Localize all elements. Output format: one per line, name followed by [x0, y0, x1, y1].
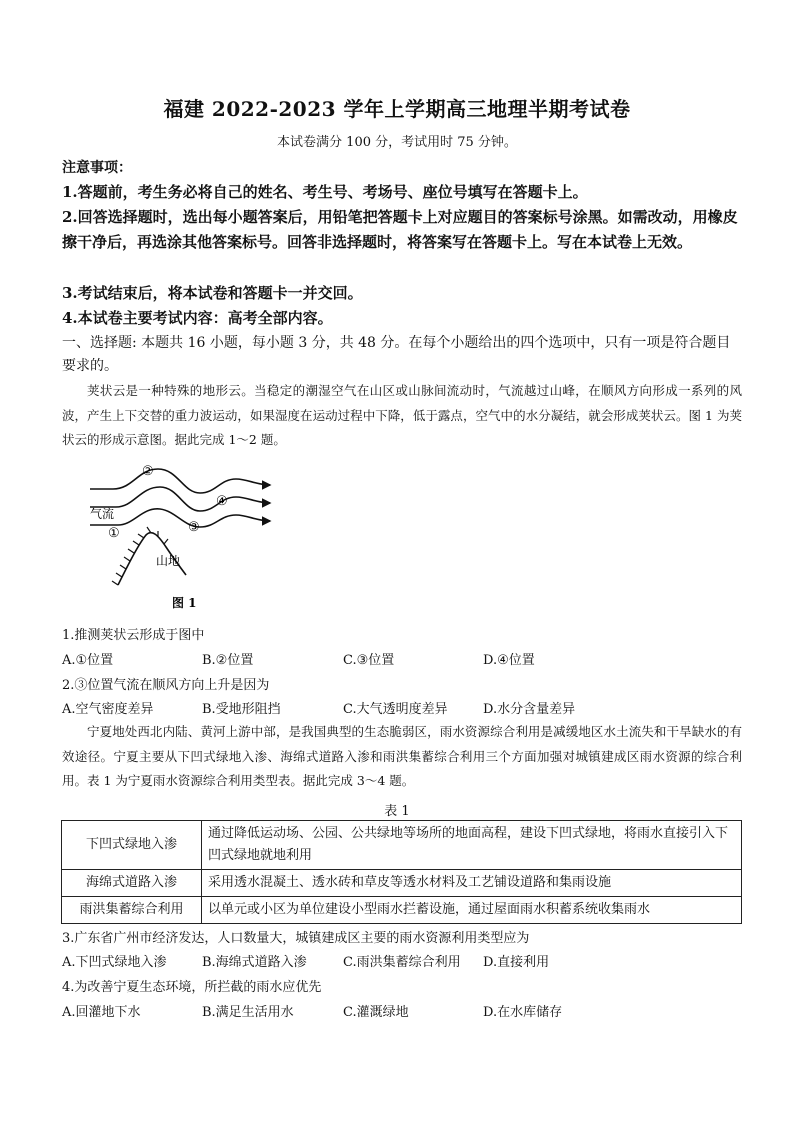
option-b: B.②位置 — [202, 653, 254, 668]
question-3-options — [62, 951, 742, 969]
marker-1: ① — [108, 526, 120, 541]
airflow-line-upper — [90, 469, 270, 493]
marker-3: ③ — [188, 520, 200, 535]
option-c: C.雨洪集蓄综合利用 — [343, 955, 461, 970]
table-cell-desc: 采用透水混凝土、透水砖和草皮等透水材料及工艺铺设道路和集雨设施 — [202, 870, 742, 897]
question-2-stem: 2.③位置气流在顺风方向上升是因为 — [62, 678, 270, 693]
option-c: C.③位置 — [343, 653, 395, 668]
notice-item-2: 2.回答选择题时，选出每小题答案后，用铅笔把答题卡上对应题目的答案标号涂黑。如需改动，用橡皮擦干净后，再选涂其他答案标号。回答非选择题时，将答案写在答题卡上。写在本试卷上无效。 — [62, 208, 738, 251]
notice-item-3: 3.考试结束后，将本试卷和答题卡一并交回。 — [62, 284, 363, 302]
table-row — [62, 897, 742, 924]
question-4-options — [62, 1001, 742, 1019]
page-subtitle: 本试卷满分 100 分，考试用时 75 分钟。 — [277, 135, 517, 150]
notice-item-1: 1.答题前，考生务必将自己的姓名、考生号、考场号、座位号填写在答题卡上。 — [62, 183, 588, 201]
table-cell-type: 海绵式道路入渗 — [62, 870, 202, 897]
airflow-line-lower — [90, 509, 270, 527]
option-a: A.①位置 — [62, 653, 114, 668]
question-4-stem: 4.为改善宁夏生态环境，所拦截的雨水应优先 — [62, 980, 322, 995]
option-c: C.灌溉绿地 — [343, 1005, 409, 1020]
option-d: D.直接利用 — [483, 955, 550, 970]
option-b: B.满足生活用水 — [202, 1005, 294, 1020]
marker-4: ④ — [216, 494, 228, 509]
table-1 — [61, 820, 742, 924]
figure-1-diagram — [88, 455, 273, 615]
table-row — [62, 821, 742, 870]
option-d: D.在水库储存 — [483, 1005, 563, 1020]
option-d: D.④位置 — [483, 653, 535, 668]
notice-item-4: 4.本试卷主要考试内容：高考全部内容。 — [62, 309, 333, 327]
option-a: A.空气密度差异 — [62, 702, 154, 717]
question-1-options — [62, 649, 742, 667]
option-d: D.水分含量差异 — [483, 702, 576, 717]
mountain-label: 山地 — [156, 554, 181, 568]
option-a: A.下凹式绿地入渗 — [62, 955, 167, 970]
airflow-label: 气流 — [90, 507, 115, 521]
question-2-options — [62, 698, 742, 716]
table-cell-type: 下凹式绿地入渗 — [62, 821, 202, 870]
table-caption: 表 1 — [384, 804, 410, 819]
notice-heading: 注意事项： — [62, 160, 132, 176]
option-b: B.海绵式道路入渗 — [202, 955, 307, 970]
airflow-line-middle — [90, 487, 270, 511]
table-cell-type: 雨洪集蓄综合利用 — [62, 897, 202, 924]
table-cell-desc: 通过降低运动场、公园、公共绿地等场所的地面高程，建设下凹式绿地，将雨水直接引入下凹式绿地就地利用 — [202, 821, 742, 870]
passage-1: 荚状云是一种特殊的地形云。当稳定的潮湿空气在山区或山脉间流动时，气流越过山峰，在顺风方向形成一系列的风波，产生上下交替的重力波运动，如果湿度在运动过程中下降，低于露点，空气中的水分凝结，就会形成荚状云。图 1 为荚状云的形成示意图。据此完成 1～2 题。 — [62, 383, 742, 447]
marker-2: ② — [142, 464, 154, 479]
option-a: A.回灌地下水 — [62, 1005, 141, 1020]
option-b: B.受地形阻挡 — [202, 702, 281, 717]
section-heading: 一、选择题: 本题共 16 小题，每小题 3 分，共 48 分。在每个小题给出的四个选项中，只有一项是符合题目要求的。 — [62, 335, 731, 374]
option-c: C.大气透明度差异 — [343, 702, 448, 717]
passage-2: 宁夏地处西北内陆、黄河上游中部，是我国典型的生态脆弱区，雨水资源综合利用是减缓地区水土流失和干旱缺水的有效途径。宁夏主要从下凹式绿地入渗、海绵式道路入渗和雨洪集蓄综合利用三个方面加强对城镇建成区雨水资源的综合利用。表 1 为宁夏雨水资源综合利用类型表。据此完成 3～4 题。 — [62, 724, 742, 788]
question-3-stem: 3.广东省广州市经济发达，人口数量大，城镇建成区主要的雨水资源利用类型应为 — [62, 931, 530, 946]
table-cell-desc: 以单元或小区为单位建设小型雨水拦蓄设施，通过屋面雨水积蓄系统收集雨水 — [202, 897, 742, 924]
table-row — [62, 870, 742, 897]
figure-caption: 图 1 — [172, 596, 197, 610]
page-title: 福建 2022-2023 学年上学期高三地理半期考试卷 — [163, 97, 631, 121]
question-1-stem: 1.推测荚状云形成于图中 — [62, 628, 205, 643]
